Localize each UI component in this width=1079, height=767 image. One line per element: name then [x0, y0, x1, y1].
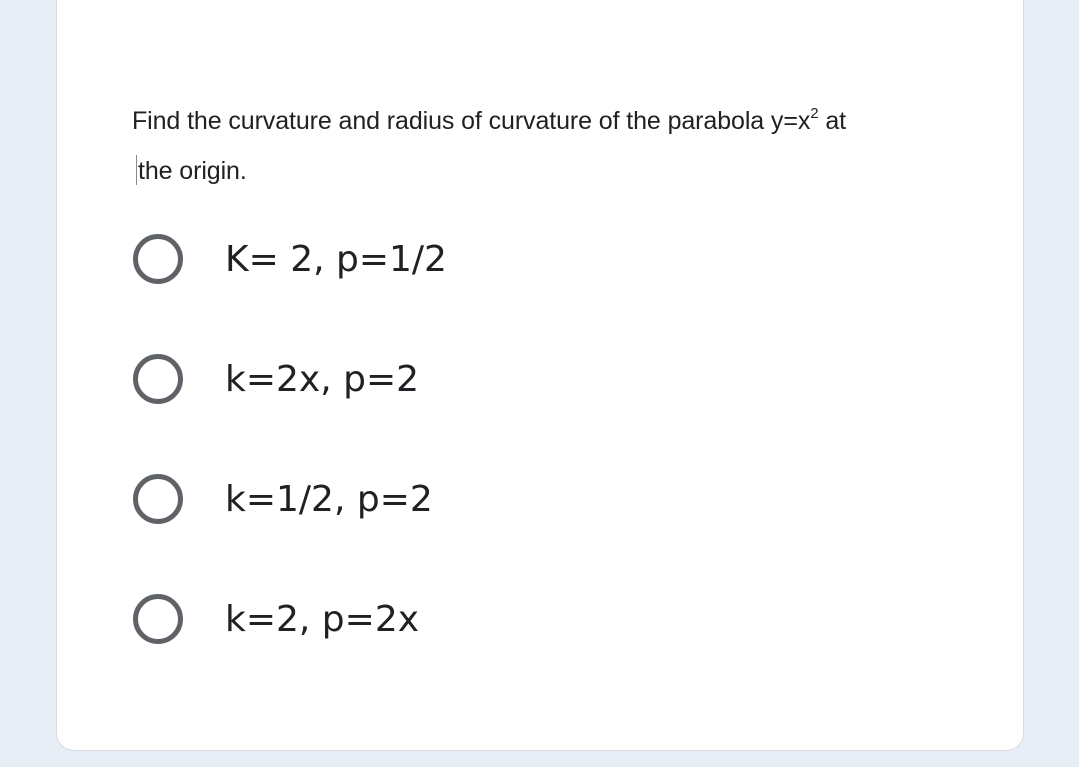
option-label: k=2x, p=2 — [225, 358, 420, 400]
radio-circle-icon — [133, 474, 183, 524]
text-cursor — [136, 155, 137, 185]
radio-circle-icon — [133, 594, 183, 644]
question-text-line-2: the origin. — [138, 157, 247, 185]
exponent: 2 — [810, 104, 819, 122]
question-text-part-2: at — [818, 107, 846, 135]
radio-circle-icon — [133, 354, 183, 404]
radio-button[interactable] — [128, 589, 188, 649]
question-text — [132, 96, 952, 196]
radio-button[interactable] — [128, 229, 188, 289]
option-4[interactable] — [128, 588, 828, 650]
option-3[interactable] — [128, 468, 828, 530]
radio-circle-icon — [133, 234, 183, 284]
option-label: k=1/2, p=2 — [225, 478, 433, 520]
option-2[interactable] — [128, 348, 828, 410]
option-label: k=2, p=2x — [225, 598, 420, 640]
answer-options — [128, 228, 828, 708]
question-text-part-1: Find the curvature and radius of curvature of the parabola y=x — [132, 107, 811, 135]
radio-button[interactable] — [128, 349, 188, 409]
radio-button[interactable] — [128, 469, 188, 529]
option-label: K= 2, p=1/2 — [225, 238, 447, 280]
option-1[interactable] — [128, 228, 828, 290]
